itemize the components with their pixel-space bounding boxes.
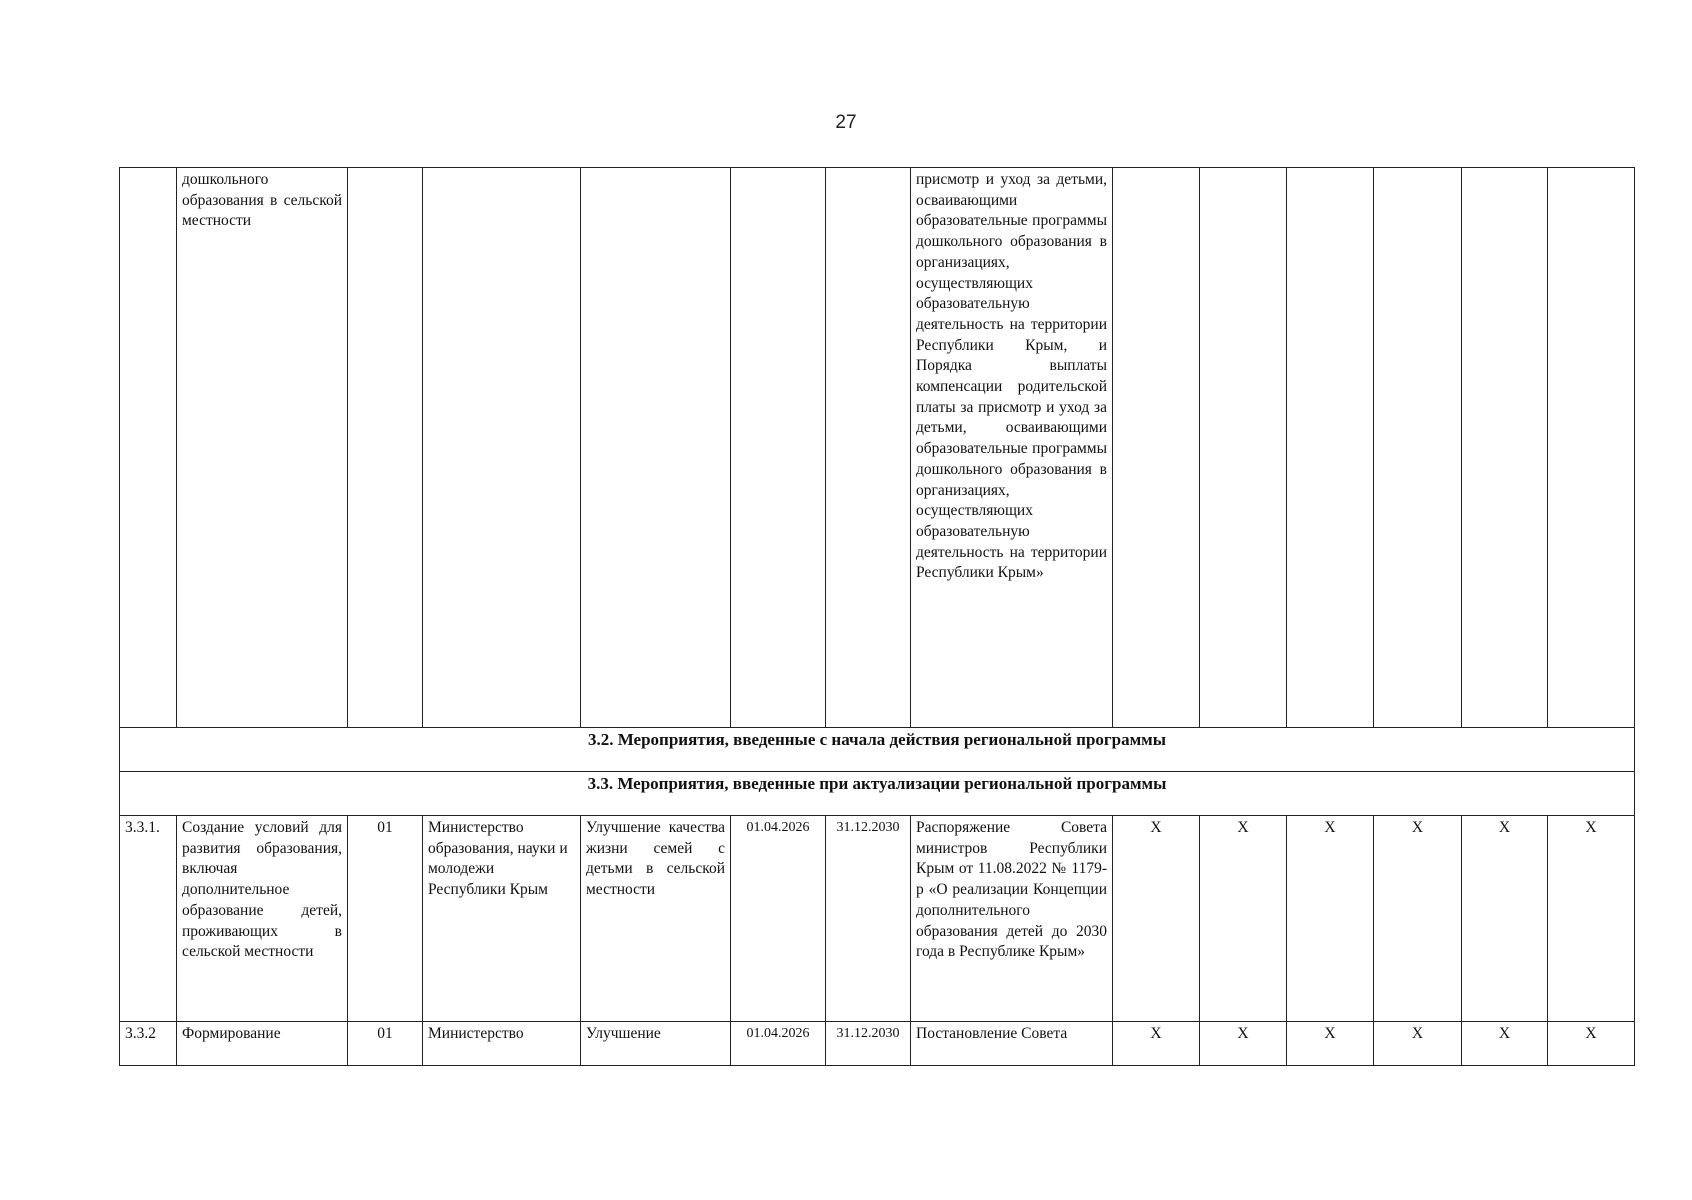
cell-mark — [1113, 168, 1200, 728]
section-row-3-3 — [120, 772, 1635, 816]
program-table — [119, 167, 1635, 1066]
cell-mark: X — [1287, 816, 1374, 1022]
cell-code: 01 — [348, 1022, 423, 1066]
cell-basis: Постановление Совета — [911, 1022, 1113, 1066]
cell-basis: присмотр и уход за детьми, осваивающими образовательные программы дошкольного образования в организациях, осуществляющих образовательную деятельность на территории Республики Крым, и Порядка выплаты компенсации родительской платы за присмотр и уход за детьми, осваивающими образовательные программы дошкольного образования в организациях, осуществляющих образовательную деятельность на территории Республики Крым» — [911, 168, 1113, 728]
cell-mark: X — [1374, 1022, 1462, 1066]
cell-name: дошкольного образования в сельской местности — [177, 168, 348, 728]
cell-mark: X — [1462, 1022, 1548, 1066]
cell-num: 3.3.2 — [120, 1022, 177, 1066]
cell-mark: X — [1374, 816, 1462, 1022]
section-heading-3-2: 3.2. Мероприятия, введенные с начала действия региональной программы — [120, 728, 1635, 772]
section-heading-3-3: 3.3. Мероприятия, введенные при актуализации региональной программы — [120, 772, 1635, 816]
cell-mark: X — [1548, 816, 1635, 1022]
cell-end: 31.12.2030 — [826, 816, 911, 1022]
cell-name: Формирование — [177, 1022, 348, 1066]
section-row-3-2 — [120, 728, 1635, 772]
cell-mark: X — [1462, 816, 1548, 1022]
cell-executor: Министерство — [423, 1022, 581, 1066]
cell-start: 01.04.2026 — [731, 1022, 826, 1066]
cell-mark: X — [1113, 816, 1200, 1022]
cell-basis: Распоряжение Совета министров Республики Крым от 11.08.2022 № 1179-р «О реализации Концепции дополнительного образования детей до 2030 года в Республике Крым» — [911, 816, 1113, 1022]
cell-mark: X — [1287, 1022, 1374, 1066]
cell-mark: X — [1548, 1022, 1635, 1066]
cell-name: Создание условий для развития образования, включая дополнительное образование детей, проживающих в сельской местности — [177, 816, 348, 1022]
cell-code: 01 — [348, 816, 423, 1022]
cell-result: Улучшение — [581, 1022, 731, 1066]
cell-start — [731, 168, 826, 728]
cell-mark — [1200, 168, 1287, 728]
cell-num — [120, 168, 177, 728]
cell-executor: Министерство образования, науки и молодежи Республики Крым — [423, 816, 581, 1022]
cell-code — [348, 168, 423, 728]
cell-mark — [1374, 168, 1462, 728]
cell-mark — [1548, 168, 1635, 728]
cell-start: 01.04.2026 — [731, 816, 826, 1022]
cell-num: 3.3.1. — [120, 816, 177, 1022]
cell-mark: X — [1200, 1022, 1287, 1066]
cell-mark: X — [1200, 816, 1287, 1022]
cell-mark: X — [1113, 1022, 1200, 1066]
page-number: 27 — [835, 112, 857, 133]
table-row-continued — [120, 168, 1635, 728]
cell-end: 31.12.2030 — [826, 1022, 911, 1066]
cell-executor — [423, 168, 581, 728]
cell-end — [826, 168, 911, 728]
cell-mark — [1287, 168, 1374, 728]
table-row-3-3-2 — [120, 1022, 1635, 1066]
table-row-3-3-1 — [120, 816, 1635, 1022]
cell-mark — [1462, 168, 1548, 728]
cell-result: Улучшение качества жизни семей с детьми в сельской местности — [581, 816, 731, 1022]
cell-result — [581, 168, 731, 728]
